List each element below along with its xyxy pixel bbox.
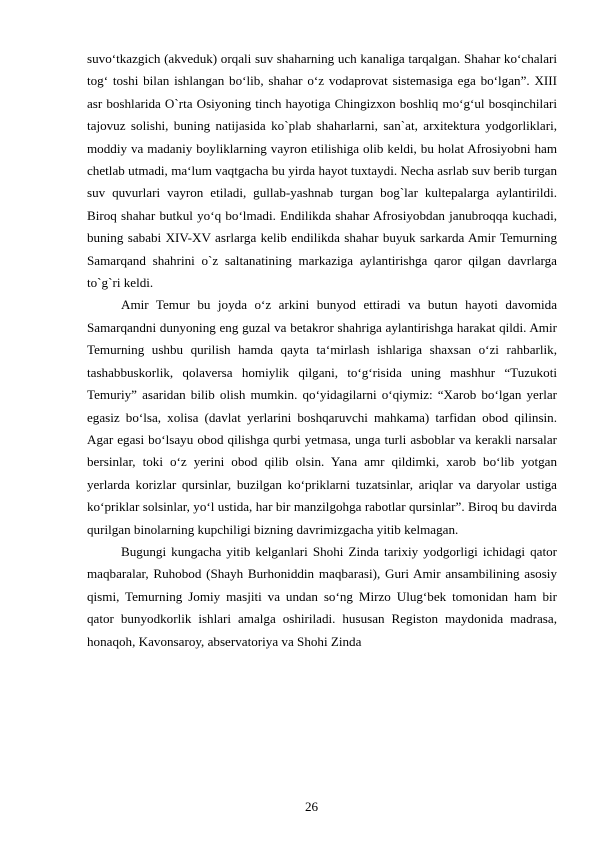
paragraph-1: suvo‘tkazgich (akveduk) orqali suv shaharning uch kanaliga tarqalgan. Shahar ko‘chalari tog‘ toshi bilan ishlangan bo‘lib, shahar o‘z vodaprovat sistemasiga ega bo‘lgan”. XIII asr boshlarida O`rta Osiyoning tinch hayotiga Chingizxon boshliq mo‘g‘ul bosqinchilari tajovuz solishi, buning natijasida ko`plab shaharlarni, san`at, arxitektura yodgorliklari, moddiy va madaniy boyliklarning vayron etilishiga olib keldi, bu holat Afrosiyobni ham chetlab utmadi, ma‘lum vaqtgacha bu yirda hayot tuxtaydi. Necha asrlab suv berib turgan suv quvurlari vayron etiladi, gullab-yashnab turgan bog`lar kultepalarga aylantirildi. Biroq shahar butkul yo‘q bo‘lmadi. Endilikda shahar Afrosiyobdan janubroqqa kuchadi, buning sababi XIV-XV asrlarga kelib endilikda shahar buyuk sarkarda Amir Temurning Samarqand shahrini o`z saltanatining markaziga aylantirishga qaror qilgan davrlarga to`g`ri keldi. [87,51,557,291]
body-text [87,48,557,653]
paragraph-2: Amir Temur bu joyda o‘z arkini bunyod ettiradi va butun hayoti davomida Samarqandni dunyoning eng guzal va betakror shahriga aylantirishga harakat qildi. Amir Temurning ushbu qurilish hamda qayta ta‘mirlash ishlariga shaxsan o‘zi rahbarlik, tashabbuskorlik, qolaversa homiylik qilgani, to‘g‘risida uning mashhur “Tuzukoti Temuriy” asaridan bilib olish mumkin. qo‘yidagilarni o‘qiymiz: “Xarob bo‘lgan yerlar egasiz bo‘lsa, xolisa (davlat yerlarini boshqaruvchi mahkama) tarfidan obod qilinsin. Agar egasi bo‘lsayu obod qilishga qurbi yetmasa, unga turli asboblar va kerakli narsalar bersinlar, toki o‘z yerini obod qilib olsin. Yana amr qildimki, xarob bo‘lib yotgan yerlarda korizlar qursinlar, buzilgan ko‘priklarni tuzatsinlar, ariqlar va daryolar ustiga ko‘priklar solsinlar, yo‘l ustida, har bir manzilgohga rabotlar qursinlar”. Biroq bu davirda qurilgan binolarning kupchiligi bizning davrimizgacha yitib kelmagan. [87,297,557,537]
page-number: 26 [304,799,319,814]
paragraph-3: Bugungi kungacha yitib kelganlari Shohi Zinda tarixiy yodgorligi ichidagi qator maqbaralar, Ruhobod (Shayh Burhoniddin maqbarasi), Guri Amir ansambilining asosiy qismi, Temurning Jomiy masjiti va undan so‘ng Mirzo Ulug‘bek tomonidan ham bir qator bunyodkorlik ishlari amalga oshiriladi. hususan Registon maydonida madrasa, honaqoh, Kavonsaroy, abservatoriya va Shohi Zinda [87,543,557,649]
